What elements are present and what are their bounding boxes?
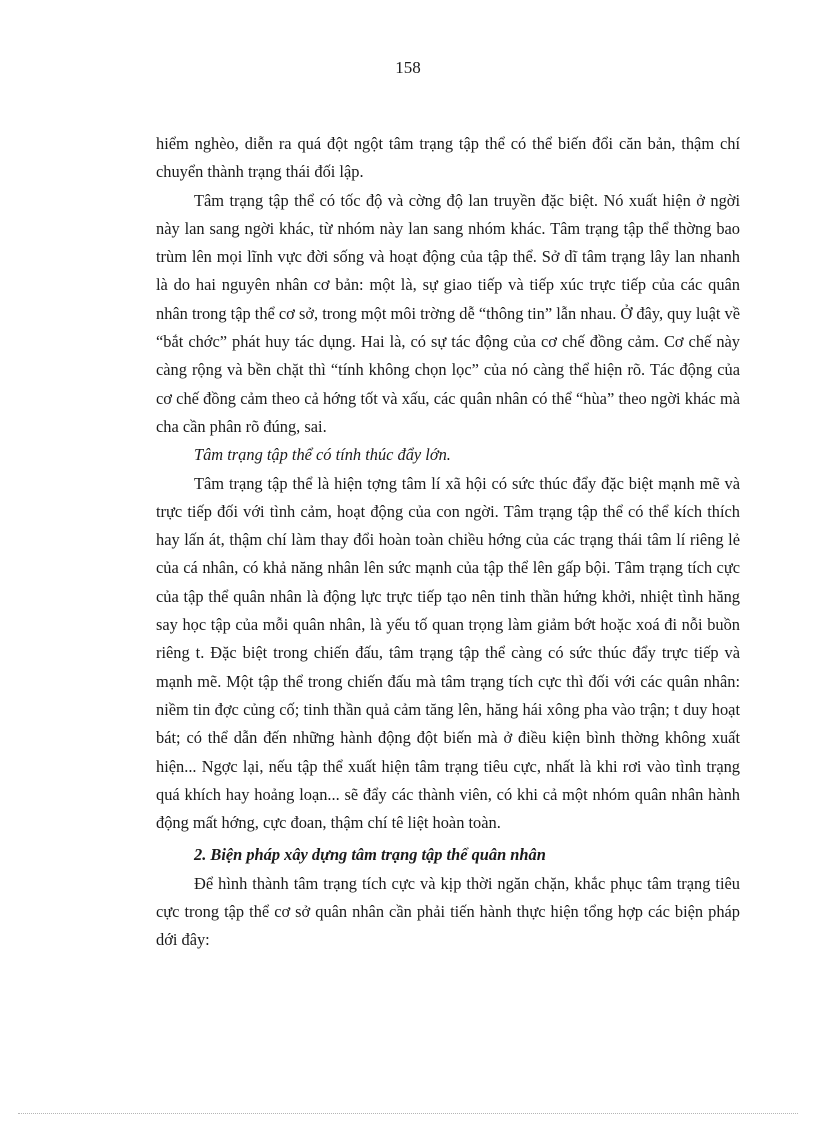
paragraph-spread-speed: Tâm trạng tập thể có tốc độ và cờng độ lan truyền đặc biệt. Nó xuất hiện ở ngời này lan sang ngời khác, từ nhóm này lan sang nhóm khác. Tâm trạng tập thể thờng bao trùm lên mọi lĩnh vực đời sống và hoạt động của tập thể. Sở dĩ tâm trạng lây lan nhanh là do hai nguyên nhân cơ bản: một là, sự giao tiếp và tiếp xúc trực tiếp của các quân nhân trong tập thể cơ sở, trong một môi trờng dễ “thông tin” lẫn nhau. Ở đây, quy luật về “bắt chớc” phát huy tác dụng. Hai là, có sự tác động của cơ chế đồng cảm. Cơ chế này càng rộng và bền chặt thì “tính không chọn lọc” của nó càng thể hiện rõ. Tác động của cơ chế đồng cảm theo cả hớng tốt và xấu, các quân nhân có thể “hùa” theo ngời khác mà cha cần phân rõ đúng, sai. [156, 190, 740, 436]
page-number: 158 [395, 58, 421, 77]
footer-divider [18, 1113, 798, 1114]
body-text [156, 130, 740, 955]
paragraph-driving-force: Tâm trạng tập thể là hiện tợng tâm lí xã hội có sức thúc đẩy đặc biệt mạnh mẽ và trực tiếp đối với tình cảm, hoạt động của con ngời. Tâm trạng tập thể có thể kích thích hay lấn át, thậm chí làm thay đổi hoàn toàn chiều hớng của các trạng thái tâm lí riêng lẻ của cá nhân, có khả năng nhân lên sức mạnh của tập thể lên gấp bội. Tâm trạng tích cực của tập thể quân nhân là động lực trực tiếp tạo nên tinh thần hứng khởi, nhiệt tình hăng say học tập của mỗi quân nhân, là yếu tố quan trọng làm giảm bớt hoặc xoá đi nỗi buồn riêng t. Đặc biệt trong chiến đấu, tâm trạng tập thể càng có sức thúc đẩy trực tiếp và mạnh mẽ. Một tập thể trong chiến đấu mà tâm trạng tích cực thì đối với các quân nhân: niềm tin đợc củng cố; tinh thần quả cảm tăng lên, hăng hái xông pha vào trận; t duy hoạt bát; có thể dẫn đến những hành động đột biến mà ở điều kiện bình thờng không xuất hiện... Ngợc lại, nếu tập thể xuất hiện tâm trạng tiêu cực, nhất là khi rơi vào tình trạng quá khích hay hoảng loạn... sẽ đẩy các thành viên, có khi cả một nhóm quân nhân hành động mất hớng, cực đoan, thậm chí tê liệt hoàn toàn. [156, 473, 740, 833]
section-heading: 2. Biện pháp xây dựng tâm trạng tập thể quân nhân [194, 845, 546, 865]
paragraph-measures-intro: Để hình thành tâm trạng tích cực và kịp thời ngăn chặn, khắc phục tâm trạng tiêu cực trong tập thể cơ sở quân nhân cần phải tiến hành thực hiện tổng hợp các biện pháp dới đây: [156, 873, 740, 950]
paragraph-continuation: hiểm nghèo, diễn ra quá đột ngột tâm trạng tập thể có thể biến đổi căn bản, thậm chí chuyển thành trạng thái đối lập. [156, 134, 740, 182]
italic-subheading: Tâm trạng tập thể có tính thúc đẩy lớn. [194, 445, 451, 465]
